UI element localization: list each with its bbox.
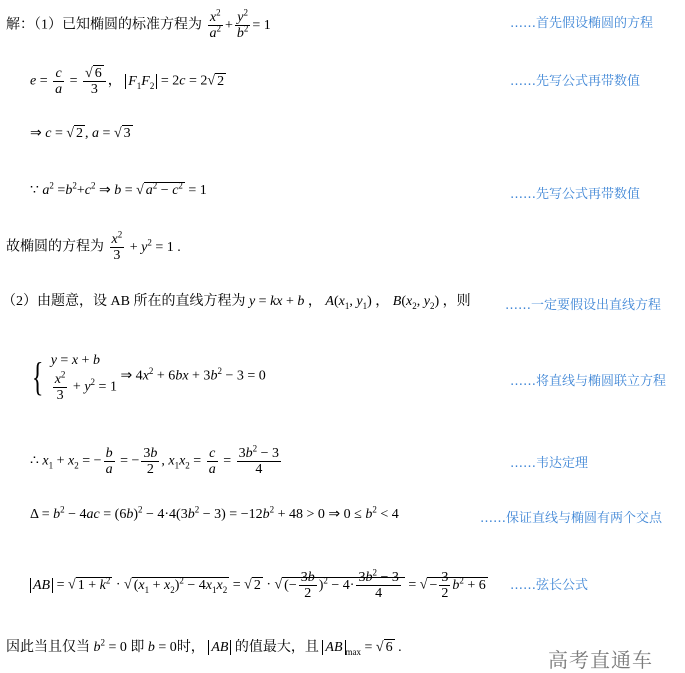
part1-heading: 解：（1）已知椭圆的标准方程为 [6, 17, 202, 33]
note-vieta: ……韦达定理 [510, 456, 589, 471]
brace-symbol: { [31, 353, 44, 399]
note-assume-ellipse: ……首先假设椭圆的方程 [510, 16, 654, 31]
ellipse-general-equation: $\frac{x^2}{a^2}$ + $\frac{y^2}{b^2}$ = 1 [209, 7, 271, 41]
note-formula-first-2: ……先写公式再带数值 [510, 187, 641, 202]
note-chord-formula: ……弦长公式 [510, 578, 589, 593]
conclusion-prefix: 故椭圆的方程为 [6, 239, 104, 255]
note-combine-equations: ……将直线与椭圆联立方程 [510, 374, 667, 389]
discriminant-line: $\Delta = b^2 - 4ac = (6b)^2 - 4\cdot 4(3b^2 - 3) = -12b^2 + 48 > 0$ ⇒ $0 \le b^2 < 4$ [30, 504, 399, 522]
eccentricity-line: e = $\frac{c}{a}$ = $\frac{√ 6}{3}$ ， $F_1F_2 = 2c = 2√$ 2 [30, 66, 225, 97]
line-equation: y = kx + b ， $A(x_1$, $y_1$) ， $B(x_2$, $y_2$) [248, 294, 443, 311]
ellipse-conclusion-line [6, 229, 181, 263]
final-prefix: 因此当且仅当 [6, 640, 90, 655]
part2-line [2, 292, 471, 312]
final-max-text: 的值最大，且 [234, 640, 319, 655]
vieta-line: ∴ $x_1 + x_2$ = − $\frac{b}{a}$ = − $\frac{3b}{2}$ , $x_1x_2$ = $\frac{c}{a}$ = $\frac{3b^2 - 3}{4}$ [30, 443, 280, 477]
chord-length-line: AB = √ $1 + k^2$ · √ $(x_1 + x_2)^2 - 4x_1x_2$ = √ 2 · √ (− $\frac{3b}{2}$ )$^2$ − 4· $\frac{3b^2 - 3}{4}$ = √ − $\frac{3}{2}$ $b^2 + 6$ [30, 570, 488, 601]
note-formula-first-1: ……先写公式再带数值 [510, 74, 641, 89]
system-line: { y = x + b $\frac{x^2}{3}$ + $y^2 = 1$ ⇒ $4x^2 + 6bx + 3b^2 - 3 = 0$ [31, 353, 266, 403]
final-middle: 即 [130, 640, 145, 655]
ellipse-equation: $\frac{x^2}{3}$ + $y^2 = 1$ . [111, 229, 181, 263]
final-when: 时， [176, 640, 205, 655]
part1-line [6, 7, 271, 41]
note-two-intersections: ……保证直线与椭圆有两个交点 [480, 511, 663, 526]
note-assume-line: ……一定要假设出直线方程 [505, 298, 662, 313]
watermark-text: 高考直通车 [548, 648, 653, 672]
part2-suffix: ，则 [442, 294, 471, 309]
final-conclusion-line: 因此当且仅当 $b^2 = 0$ 即 b = 0时， AB 的值最大，且 AB $_{max}$ = √ 6 . [6, 637, 402, 657]
part2-heading: （2）由题意，设 AB 所在的直线方程为 [2, 294, 246, 309]
ca-values-line: ⇒ c = √ 2 , a = √ 3 [30, 126, 131, 141]
b-value-line: ∵ $a^2 =b^2+c^2$ ⇒ b = √ $a^2 - c^2 = 1$ [30, 180, 207, 198]
